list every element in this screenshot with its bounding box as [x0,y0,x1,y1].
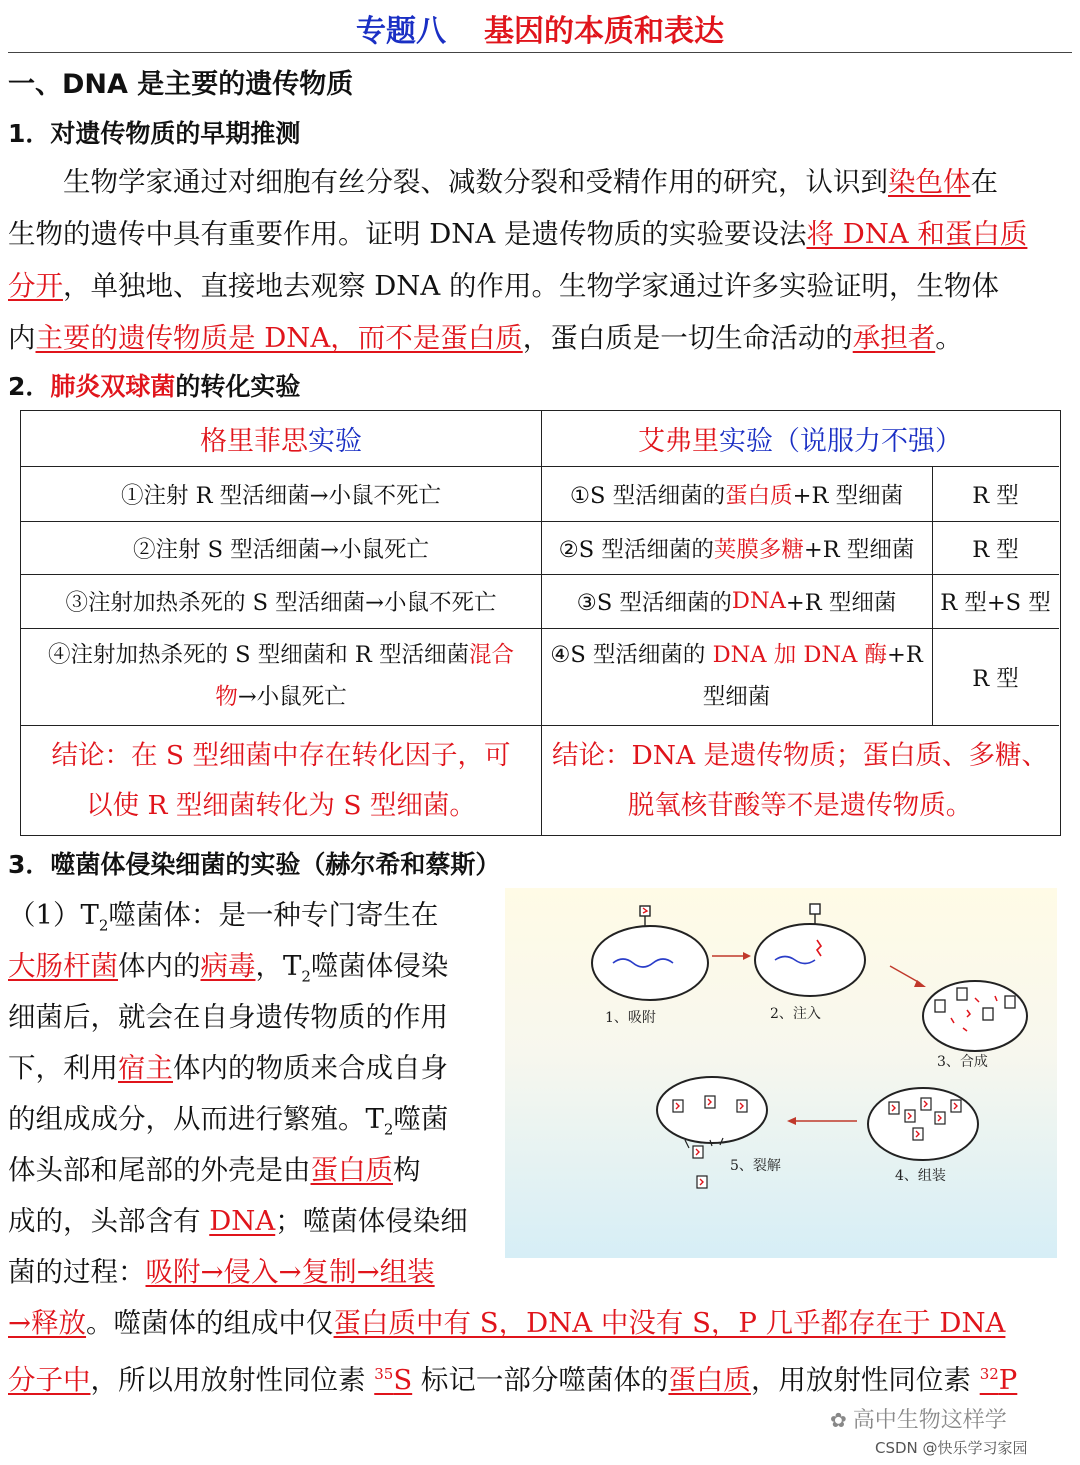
title-topic-number: 专题八 [356,14,446,49]
griffith-row-4: ④注射加热杀死的 S 型细菌和 R 型活细菌混合 物→小鼠死亡 [48,642,514,710]
avery-row-2: ②S 型活细菌的 荚膜多糖 +R 型细菌 [558,536,915,563]
avery-result-2: R 型 [972,536,1019,563]
avery-row-4: ④S 型活细菌的 DNA 加 DNA 酶+R 型细菌 [550,642,923,710]
title-divider [8,52,1072,53]
label-lysis: 5、裂解 [730,1158,781,1174]
avery-result-4: R 型 [972,665,1019,692]
griffith-header: 格里菲思 实验 [200,426,362,457]
watermark-csdn: CSDN @快乐学习家园 [875,1439,1028,1457]
subsection-heading-2: 2．肺炎双球菌的转化实验 [8,372,301,401]
phage-infection-diagram [505,888,1057,1258]
text-line: 生物的遗传中具有重要作用。证明 DNA 是遗传物质的实验要设法将 DNA 和蛋白质 [8,218,1028,250]
phage-paragraph-continued: →释放。噬菌体的组成中仅蛋白质中有 S，DNA 中没有 S，P 几乎都存在于 DNA 分子中，所以用放射性同位素 $^{35}$S 标记一部分噬菌体的蛋白质，用放射性同位素 $^{32}$P [8,1307,1018,1397]
griffith-row-1: ①注射 R 型活细菌→小鼠不死亡 [120,482,442,509]
text-line: 生物学家通过对细胞有丝分裂、减数分裂和受精作用的研究，认识到染色体在 [8,166,998,198]
avery-header: 艾弗里 实验（说服力不强） [638,426,962,457]
phage-paragraph: $(1)T_2$噬菌体：是一种专门寄生在 大肠杆菌体内的病毒，$T_2$噬菌体侵染 细菌后，就会在自身遗传物质的作用 下，利用宿主体内的物质来合成自身 的组成成分，从而进行繁殖。$T_2$噬菌 体头部和尾部的外壳是由蛋白质构 成的，头部含有 DNA；噬菌体侵染细 菌的过程：吸附→侵入→复制→组装 [8,899,468,1288]
label-injection: 2、注入 [770,1006,821,1022]
page-title [0,6,1080,50]
avery-row-3: ③S 型活细菌的 DNA +R 型细菌 [576,588,897,616]
text-line: 分开，单独地、直接地去观察 DNA 的作用。生物学家通过许多实验证明，生物体 [8,270,999,302]
watermark-account: ✿ 高中生物这样学 [830,1408,1007,1433]
transformation-experiment-table [20,410,1061,836]
early-inference-paragraph [8,156,1078,364]
section-heading: 一、DNA 是主要的遗传物质 [8,69,354,100]
subsection-heading-3: 3．噬菌体侵染细菌的实验（赫尔希和蔡斯） [8,850,501,879]
label-synthesis: 3、合成 [937,1054,988,1070]
avery-result-3: R 型+S 型 [940,590,1051,616]
griffith-row-2: ②注射 S 型活细菌→小鼠死亡 [132,536,430,563]
avery-result-1: R 型 [972,482,1019,509]
title-topic-name: 基因的本质和表达 [484,14,724,49]
label-adsorption: 1、吸附 [605,1010,656,1026]
text-line: 内主要的遗传物质是 DNA，而不是蛋白质，蛋白质是一切生命活动的承担者。 [8,322,963,354]
avery-conclusion: 结论：DNA 是遗传物质；蛋白质、多糖、 脱氧核苷酸等不是遗传物质。 [552,740,1048,821]
griffith-row-3: ③注射加热杀死的 S 型活细菌→小鼠不死亡 [65,590,497,616]
label-assembly: 4、组装 [895,1168,946,1184]
avery-row-1: ①S 型活细菌的 蛋白质 +R 型细菌 [569,482,904,509]
subsection-heading-1: 1．对遗传物质的早期推测 [8,119,301,148]
griffith-conclusion: 结论：在 S 型细菌中存在转化因子，可 以使 R 型细菌转化为 S 型细菌。 [51,740,511,821]
